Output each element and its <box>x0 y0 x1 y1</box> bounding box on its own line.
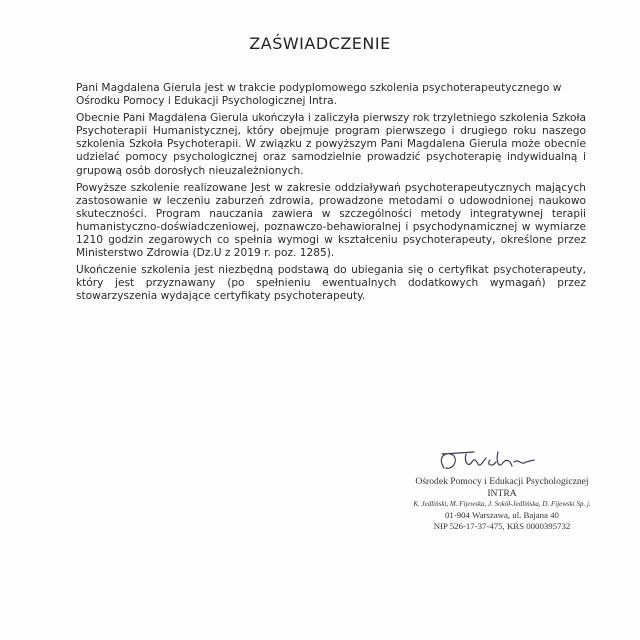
paragraph-program: Powyższe szkolenie realizowane Jest w zakresie oddziaływań psychoterapeutycznych mających zastosowanie w leczeniu zaburzeń zdrowia, prowadzone metodami o udowodnionej naukowo skuteczności. Program nauczania zawiera w szczególności metody integratywnej terapii humanistyczno-doświadczeniowej, poznawczo-behawioralnej i psychodynamicznej w wymiarze 1210 godzin zegarowych co spełnia wymogi w kształceniu psychoterapeuty, określone przez Ministerstwo Zdrowia (Dz.U z 2019 r. poz. 1285). <box>76 181 586 260</box>
paragraph-progress: Obecnie Pani Magdalena Gierula ukończyła i zaliczyła pierwszy rok trzyletniego szkolenia Szkoła Psychoterapii Humanistycznej, który obejmuje program pierwszego i drugiego roku naszego szkolenia Szkoła Psychoterapii. W związku z powyższym Pani Magdalena Gierula może obecnie udzielać pomocy psychologicznej oraz samodzielnie prowadzić psychoterapię indywidualną i grupową osób dorosłych nieuzależnionych. <box>76 112 586 177</box>
organization-stamp <box>396 446 608 532</box>
paragraph-enrollment: Pani Magdalena Gierula jest w trakcie podyplomowego szkolenia psychoterapeutycznego w Ośrodku Pomocy i Edukacji Psychologicznej Intra. <box>76 82 562 108</box>
document-body <box>76 82 586 308</box>
paragraph-certification: Ukończenie szkolenia jest niezbędną podstawą do ubiegania się o certyfikat psychoterapeuty, który jest przyznawany (po spełnieniu ewentualnych dodatkowych wymagań) przez stowarzyszenia wydające certyfikaty psychoterapeuty. <box>76 264 586 303</box>
signature-icon <box>414 446 584 476</box>
organization-address: 01-904 Warszawa, ul. Bajana 40 <box>445 510 559 520</box>
organization-owners: K. Jedliński, M. Fijewska, J. Sokół-Jedlińska, D. Fijewski Sp. j. <box>413 500 591 508</box>
organization-short-name: INTRA <box>487 488 517 499</box>
organization-registry: NIP 526-17-37-475, KRS 0000395732 <box>433 521 571 531</box>
signature <box>396 446 608 476</box>
document-title: ZAŚWIADCZENIE <box>249 34 391 53</box>
organization-name: Ośrodek Pomocy i Edukacji Psychologicznej <box>415 476 589 487</box>
